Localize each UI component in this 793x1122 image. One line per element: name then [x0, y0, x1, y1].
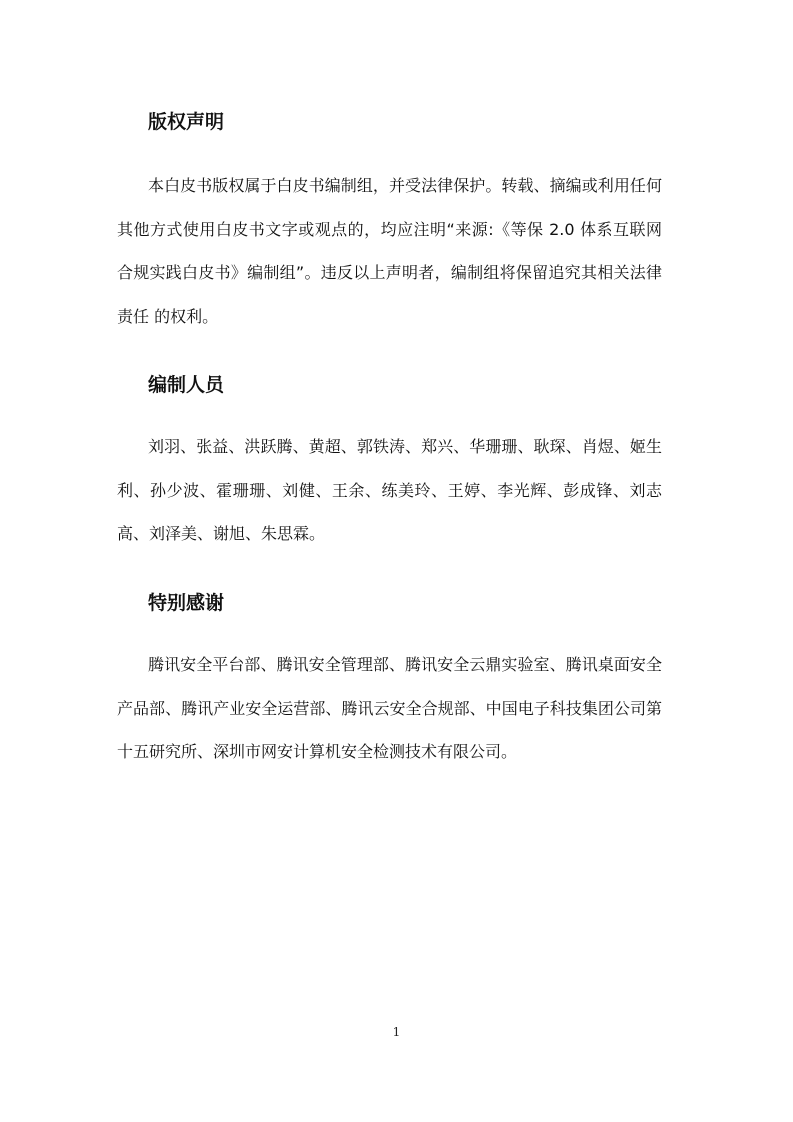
thanks-paragraph: 腾讯安全平台部、腾讯安全管理部、腾讯安全云鼎实验室、腾讯桌面安全产品部、腾讯产业安全运营部、腾讯云安全合规部、中国电子科技集团公司第十五研究所、深圳市网安计算机安全检测技术有限公司。: [117, 655, 662, 761]
copyright-heading: 版权声明: [148, 111, 225, 133]
authors-heading: 编制人员: [148, 374, 225, 396]
page-number: 1: [392, 1025, 401, 1039]
authors-paragraph: 刘羽、张益、洪跃腾、黄超、郭铁涛、郑兴、华珊珊、耿琛、肖煜、姬生利、孙少波、霍珊珊、刘健、王余、练美玲、王婷、李光辉、彭成锋、刘志高、刘泽美、谢旭、朱思霖。: [117, 437, 662, 543]
copyright-paragraph: 本白皮书版权属于白皮书编制组，并受法律保护。转载、摘编或利用任何其他方式使用白皮书文字或观点的，均应注明“来源:《等保 2.0 体系互联网合规实践白皮书》编制组”。违反以上声明者，编制组将保留追究其相关法律责任 的权利。: [117, 176, 662, 326]
thanks-heading: 特别感谢: [148, 592, 225, 614]
